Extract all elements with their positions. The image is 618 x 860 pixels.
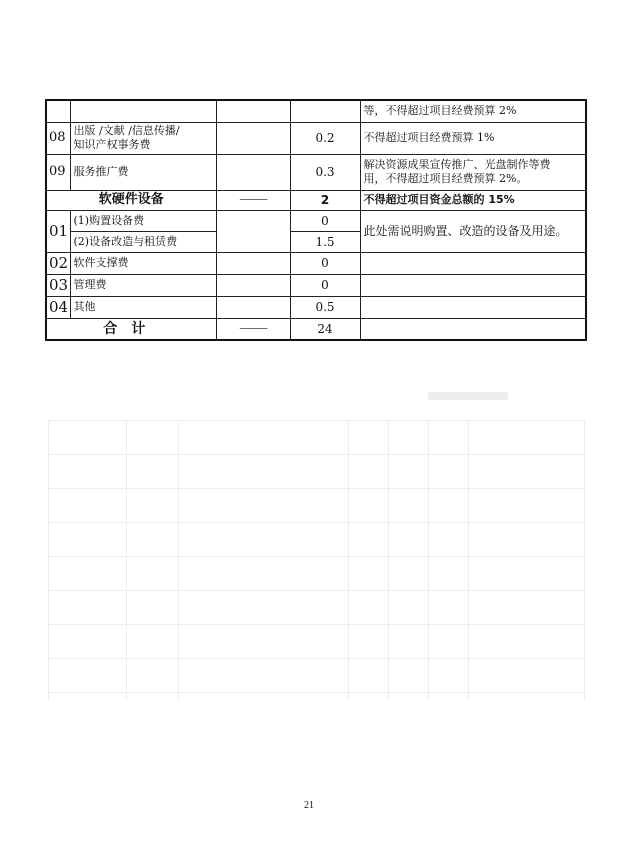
note-cell (360, 296, 586, 318)
bleed-through-ghost (48, 370, 584, 700)
amount-cell: 0.5 (290, 296, 360, 318)
name-cell: 其他 (70, 296, 216, 318)
amount-cell (290, 100, 360, 122)
table-row-02 (46, 252, 586, 274)
name-cell (70, 100, 216, 122)
name-line: 出版 /文献 /信息传播/ (73, 124, 180, 137)
table-row-total (46, 318, 586, 340)
name-cell: 服务推广费 (70, 154, 216, 190)
note-cell (360, 318, 586, 340)
amount-cell: 0 (290, 252, 360, 274)
table-row-03 (46, 274, 586, 296)
code-cell: 09 (46, 154, 70, 190)
table-row-09 (46, 154, 586, 190)
section-title: 软硬件设备 (46, 190, 216, 210)
blank-cell (216, 154, 290, 190)
code-cell: 02 (46, 252, 70, 274)
note-cell: 等，不得超过项目经费预算 2% (360, 100, 586, 122)
note-line: 用，不得超过项目经费预算 2%。 (363, 172, 528, 185)
table-row-continuation (46, 100, 586, 122)
name-cell: 软件支撑费 (70, 252, 216, 274)
note-cell (360, 274, 586, 296)
amount-cell: 0 (290, 210, 360, 231)
code-cell: 04 (46, 296, 70, 318)
amount-cell: 0.3 (290, 154, 360, 190)
name-cell: 管理费 (70, 274, 216, 296)
table-row-08 (46, 122, 586, 154)
code-cell (46, 100, 70, 122)
blank-cell (216, 210, 290, 252)
name-cell (70, 122, 216, 154)
table-row-04 (46, 296, 586, 318)
name-line: 知识产权事务费 (73, 138, 151, 151)
blank-cell (216, 100, 290, 122)
name-cell: (2)设备改造与租赁费 (70, 231, 216, 252)
blank-cell (216, 274, 290, 296)
note-cell: 此处需说明购置、改造的设备及用途。 (360, 210, 586, 252)
amount-cell: 2 (290, 190, 360, 210)
note-line: 解决资源成果宣传推广、光盘制作等费 (363, 158, 551, 171)
note-cell: 不得超过项目经费预算 1% (360, 122, 586, 154)
note-cell: 不得超过项目资金总额的 15% (360, 190, 586, 210)
code-cell: 08 (46, 122, 70, 154)
blank-cell (216, 296, 290, 318)
total-amount: 24 (290, 318, 360, 340)
table-row-section-hardware-software (46, 190, 586, 210)
code-cell: 03 (46, 274, 70, 296)
name-cell: (1)购置设备费 (70, 210, 216, 231)
dash-cell: —————— (216, 190, 290, 210)
blank-cell (216, 252, 290, 274)
budget-table (45, 99, 587, 341)
note-cell (360, 252, 586, 274)
code-cell: 01 (46, 210, 70, 252)
amount-cell: 0 (290, 274, 360, 296)
amount-cell: 0.2 (290, 122, 360, 154)
total-label: 合计 (46, 318, 216, 340)
note-cell (360, 154, 586, 190)
amount-cell: 1.5 (290, 231, 360, 252)
dash-cell: —————— (216, 318, 290, 340)
table-row-01-sub1 (46, 210, 586, 231)
page-number: 21 (304, 800, 314, 811)
blank-cell (216, 122, 290, 154)
